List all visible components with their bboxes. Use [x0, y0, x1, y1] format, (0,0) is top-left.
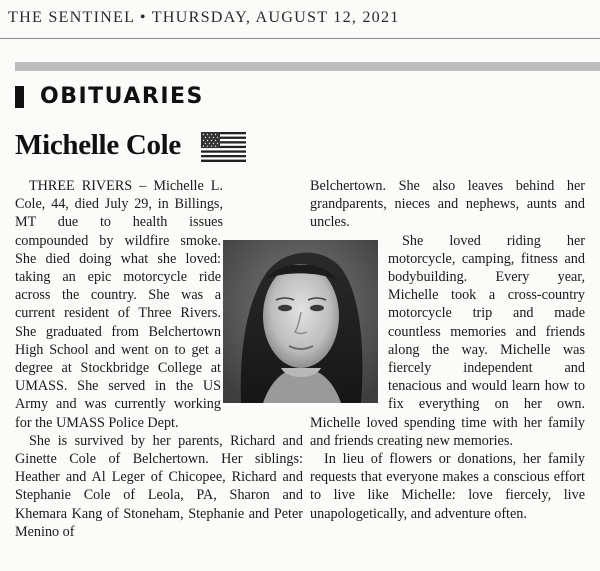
float-spacer	[223, 177, 303, 239]
obituary-paragraph: Belchertown. She also leaves behind her grandparents, nieces and nephews, aunts and uncles.	[310, 178, 585, 231]
us-flag-icon	[201, 132, 246, 162]
section-label: OBITUARIES	[40, 84, 204, 109]
masthead-rule	[0, 38, 600, 39]
obituary-paragraph: THREE RIVERS – Michelle L. Cole, 44, died July 29, in Billings, MT due to health issues compounded by wildfire smoke. She died doing what she loved: taking an epic motorcycle ride across the country. She was a current resident of Three Rivers. She graduated from Belchertown High School and went on to get a degree at Stockbridge College at UMASS. She served in the US Army and was currently working for the UMASS Police Dept.	[15, 178, 223, 431]
obituary-paragraph: In lieu of flowers or donations, her family requests that everyone makes a conscious effort to live like Michelle: love fiercely, live unapologetically, and adventure often.	[310, 451, 585, 522]
section-marker	[15, 86, 24, 108]
portrait-photo	[223, 240, 378, 403]
obituary-paragraph: She loved riding her motorcycle, camping, fitness and bodybuilding. Every year, Michelle took a cross-country motorcycle trip and made countless memories and friends along the way. Michelle was fiercely independent and tenacious and would learn how to fix everything on her own. Michelle loved spending time with her family and friends creating new memories.	[310, 232, 585, 449]
obituary-paragraph: She is survived by her parents, Richard and Ginette Cole of Belchertown. Her siblings: Heather and Al Leger of Chicopee, Richard and Stephanie Cole of Leola, PA, Sharon and Khemara Kang of Stoneham, Stephanie and Peter Menino of	[15, 432, 303, 540]
deceased-name: Michelle Cole	[15, 129, 182, 161]
section-bar	[15, 62, 600, 71]
section-header	[15, 84, 204, 109]
masthead: THE SENTINEL • THURSDAY, AUGUST 12, 2021	[8, 8, 400, 26]
